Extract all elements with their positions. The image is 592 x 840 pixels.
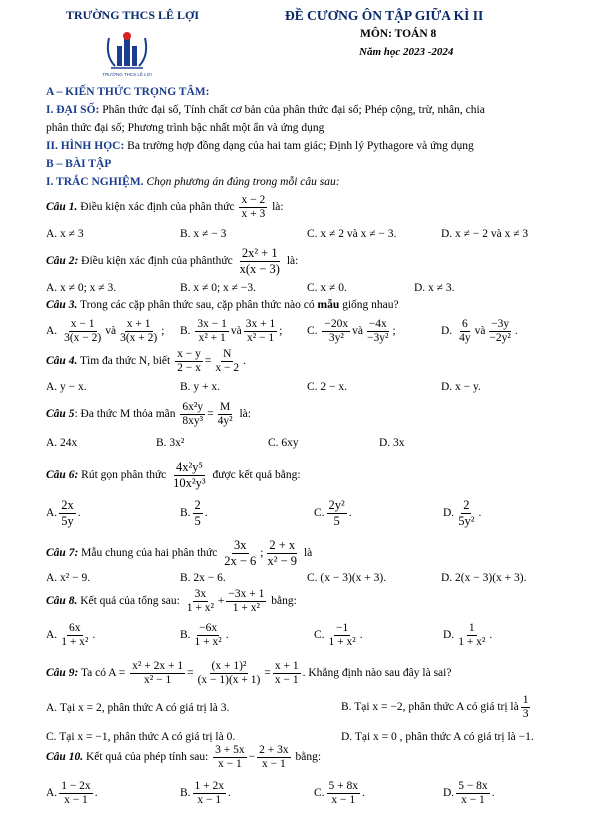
question-5: Câu 5: Đa thức M thỏa mãn $\frac{\text{6x²y}}{\text{8xy³}}$ = $\frac{M}{\text{4y²}}$ là: <box>46 401 251 427</box>
q5-options <box>46 437 566 451</box>
question-2: Câu 2: Điều kiện xác định của phânthức $\frac{\text{2x² + 1}}{x(x - 3)}$ là: <box>46 246 299 276</box>
school-logo <box>101 30 153 86</box>
q2-option-a[interactable]: A. x ≠ 0; x ≠ 3. <box>46 282 117 294</box>
q2-option-d[interactable]: D. x ≠ 3. <box>414 282 455 294</box>
question-3: Câu 3. Trong các cặp phân thức sau, cặp phân thức nào có mẫu giống nhau? <box>46 299 399 311</box>
section-a-heading: A – KIẾN THỨC TRỌNG TÂM: <box>46 86 210 98</box>
q9-options-row2 <box>46 731 586 745</box>
q10-option-b[interactable]: B. $\frac{1 + 2x}{x - 1}$ . <box>180 780 231 806</box>
q6-option-a[interactable]: A. $\frac{2x}{5y}$ . <box>46 498 81 528</box>
question-6: Câu 6: Rút gọn phân thức $\frac{\text{4x²y⁵}}{\text{10x²y³}}$ được kết quả bằng: <box>46 460 301 490</box>
question-1: Câu 1. Điều kiện xác định của phân thức $\frac{x - 2}{x + 3}$ là: <box>46 194 284 220</box>
subject: MÔN: TOÁN 8 <box>360 28 437 40</box>
q7-option-c[interactable]: C. (x − 3)(x + 3). <box>307 572 387 584</box>
q4-option-c[interactable]: C. 2 − x. <box>307 381 348 393</box>
question-10: Câu 10. Kết quả của phép tính sau: $\frac{3 + 5x}{x - 1}$ − $\frac{2 + 3x}{x - 1}$ bằng: <box>46 744 322 770</box>
q9-option-c[interactable]: C. Tại x = −1, phân thức A có giá trị là 0. <box>46 731 236 743</box>
question-9: Câu 9: Ta có A = $\frac{\text{x² + 2x + 1}}{\text{x² − 1}}$ = $\frac{\text{(x + 1)²}}{(x - 1)(x + 1)}$ = $\frac{x + 1}{x - 1}$ . Khẳng định nào sau đây là sai? <box>46 660 452 686</box>
q9-option-d[interactable]: D. Tại x = 0 , phân thức A có giá trị là −1. <box>341 731 534 743</box>
q7-option-d[interactable]: D. 2(x − 3)(x + 3). <box>441 572 527 584</box>
q6-option-c[interactable]: C. $\frac{\text{2y²}}{5}$ . <box>314 498 352 528</box>
q7-options <box>46 572 566 586</box>
q2-option-c[interactable]: C. x ≠ 0. <box>307 282 347 294</box>
q7-option-b[interactable]: B. 2x − 6. <box>180 572 226 584</box>
section-b-heading: B – BÀI TẬP <box>46 158 112 170</box>
q6-options <box>46 498 566 532</box>
q5-option-a[interactable]: A. 24x <box>46 437 78 449</box>
school-name: TRƯỜNG THCS LÊ LỢI <box>66 8 200 22</box>
q3-option-b[interactable]: B. $\frac{3x - 1}{\text{x² + 1}}$ và $\frac{3x + 1}{\text{x² − 1}}$ ; <box>180 318 283 344</box>
q8-option-a[interactable]: A. $\frac{6x}{\text{1 + x²}}$ . <box>46 622 96 648</box>
part1-heading: I. TRẮC NGHIỆM. Chọn phương án đúng trong mỗi câu sau: <box>46 176 340 188</box>
q10-option-a[interactable]: A. $\frac{1 - 2x}{x - 1}$ . <box>46 780 98 806</box>
q5-option-b[interactable]: B. 3x² <box>156 437 185 449</box>
q1-option-d[interactable]: D. x ≠ − 2 và x ≠ 3 <box>441 228 529 240</box>
school-year: Năm học 2023 -2024 <box>359 46 454 58</box>
q1-options <box>46 228 566 242</box>
q6-option-d[interactable]: D. $\frac{2}{\text{5y²}}$ . <box>443 498 482 528</box>
q6-option-b[interactable]: B. $\frac{2}{5}$ . <box>180 498 208 528</box>
q2-option-b[interactable]: B. x ≠ 0; x ≠ −3. <box>180 282 256 294</box>
algebra-topic: I. ĐẠI SỐ: Phân thức đại số, Tính chất cơ bản của phân thức đại số; Phép cộng, trừ, nhân, chia <box>46 104 485 116</box>
q1-option-c[interactable]: C. x ≠ 2 và x ≠ − 3. <box>307 228 397 240</box>
q3-option-a[interactable]: A. $\frac{x - 1}{3(x - 2)}$ và $\frac{x + 1}{3(x + 2)}$ ; <box>46 318 165 344</box>
q9-option-b[interactable]: B. Tại x = −2, phân thức A có giá trị là $\frac{1}{3}$ <box>341 694 529 720</box>
q5-option-c[interactable]: C. 6xy <box>268 437 299 449</box>
q8-option-b[interactable]: B. $\frac{-6x}{\text{1 + x²}}$ . <box>180 622 229 648</box>
q2-options <box>46 282 566 296</box>
q10-options <box>46 780 566 810</box>
q3-option-d[interactable]: D. $\frac{6}{4y}$ và $\frac{-3y}{\text{−2y²}}$ . <box>441 318 518 344</box>
question-8: Câu 8. Kết quả của tổng sau: $\frac{3x}{\text{1 + x²}}$ + $\frac{-3x + 1}{\text{1 + x²}}$ bằng: <box>46 588 297 614</box>
q4-option-a[interactable]: A. y − x. <box>46 381 87 393</box>
q3-option-c[interactable]: C. $\frac{-20x}{\text{3y²}}$ và $\frac{-4x}{\text{−3y²}}$ ; <box>307 318 396 344</box>
q3-options <box>46 314 566 344</box>
q8-option-c[interactable]: C. $\frac{-1}{\text{1 + x²}}$ . <box>314 622 363 648</box>
q9-option-a[interactable]: A. Tại x = 2, phân thức A có giá trị là 3. <box>46 702 230 714</box>
q4-option-b[interactable]: B. y + x. <box>180 381 221 393</box>
q4-options <box>46 381 566 395</box>
q8-option-d[interactable]: D. $\frac{1}{\text{1 + x²}}$ . <box>443 622 493 648</box>
algebra-topic-cont: phân thức đại số; Phương trình bậc nhất một ẩn và ứng dụng <box>46 122 325 134</box>
q5-option-d[interactable]: D. 3x <box>379 437 405 449</box>
q4-option-d[interactable]: D. x − y. <box>441 381 481 393</box>
q10-option-c[interactable]: C. $\frac{5 + 8x}{x - 1}$ . <box>314 780 365 806</box>
question-4: Câu 4. Tìm đa thức N, biết $\frac{x - y}{2 - x}$ = $\frac{N}{x - 2}$ . <box>46 348 246 374</box>
q1-option-b[interactable]: B. x ≠ − 3 <box>180 228 227 240</box>
document-title: ĐỀ CƯƠNG ÔN TẬP GIỮA KÌ II <box>285 8 484 23</box>
q8-options <box>46 622 566 652</box>
q9-options-row1 <box>46 694 586 730</box>
q10-option-d[interactable]: D. $\frac{5 - 8x}{x - 1}$ . <box>443 780 495 806</box>
geometry-topic: II. HÌNH HỌC: Ba trường hợp đồng dạng của hai tam giác; Định lý Pythagore và ứng dụng <box>46 140 474 152</box>
q1-option-a[interactable]: A. x ≠ 3 <box>46 228 84 240</box>
q7-option-a[interactable]: A. x² − 9. <box>46 572 91 584</box>
logo-text: TRƯỜNG THCS LÊ LỢI <box>102 72 152 77</box>
question-7: Câu 7: Mẫu chung của hai phân thức $\frac{3x}{2x - 6}$ ; $\frac{2 + x}{\text{x² − 9}}$ là <box>46 538 313 568</box>
